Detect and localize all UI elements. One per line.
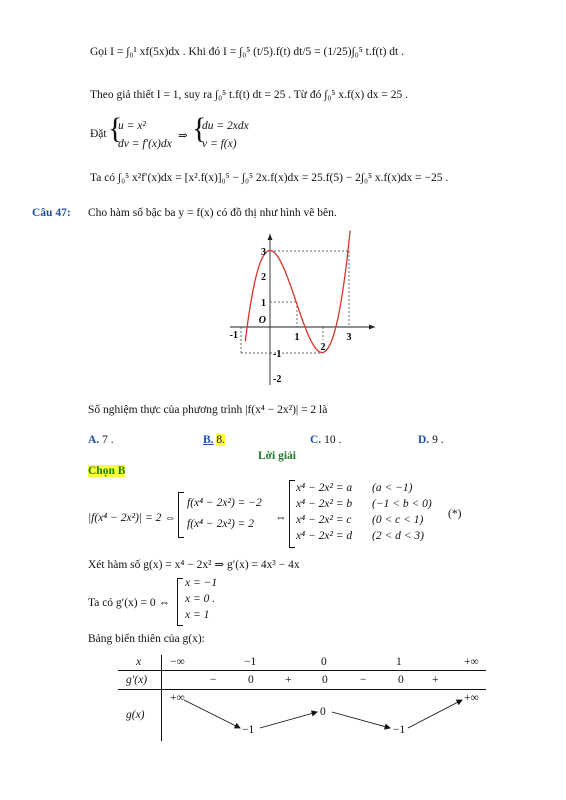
bracket-right xyxy=(289,480,295,548)
sub-u: u = x² xyxy=(118,120,146,132)
option-b-value: 8. xyxy=(216,434,226,446)
x-neg-inf: −∞ xyxy=(170,656,185,668)
table-row-x: x xyxy=(136,656,142,668)
y-tick-1: 1 xyxy=(261,298,266,309)
arrow-down-2 xyxy=(332,712,390,728)
case-b-cond: (−1 < b < 0) xyxy=(372,498,432,510)
arrow-up-2 xyxy=(408,700,462,728)
option-a[interactable] xyxy=(88,434,114,446)
sign-4: 0 xyxy=(322,674,328,686)
root-0: x = 0 . xyxy=(185,593,216,605)
option-a-letter: A. xyxy=(88,434,100,446)
substitution-label: Đặt xyxy=(90,128,107,140)
y-tick-3: 3 xyxy=(261,247,266,258)
x-axis-arrow-icon xyxy=(369,325,375,330)
table-row-g: g(x) xyxy=(126,709,145,721)
arrow-down-1 xyxy=(184,700,240,728)
g-bottom-left: −1 xyxy=(242,724,255,736)
option-b-letter: B. xyxy=(203,434,214,446)
g-top-mid: 0 xyxy=(320,706,326,718)
question-label: Câu 47: xyxy=(32,207,71,219)
solution-title: Lời giải xyxy=(258,450,296,462)
x-one: 1 xyxy=(396,656,402,668)
x-tick-neg1: -1 xyxy=(229,330,238,341)
origin-label: O xyxy=(258,315,266,326)
case-b-eq: x⁴ − 2x² = b xyxy=(296,498,353,510)
option-c[interactable] xyxy=(310,434,341,446)
implies-arrow: ⇒ xyxy=(178,130,188,142)
x-tick-3: 3 xyxy=(346,332,352,343)
case-d-cond: (2 < d < 3) xyxy=(372,530,424,542)
option-d-value: 9 . xyxy=(432,434,444,446)
consider-function: Xét hàm số g(x) = x⁴ − 2x² ⇒ g′(x) = 4x³ − 4x xyxy=(88,559,300,571)
equivalence-arrow: ⇔ xyxy=(275,512,287,524)
option-b[interactable] xyxy=(203,434,225,446)
sign-7: + xyxy=(432,674,439,686)
arrow-up-1 xyxy=(260,712,317,728)
sub-dv: dv = f′(x)dx xyxy=(118,138,172,150)
sub-v: v = f(x) xyxy=(202,138,237,150)
option-d[interactable] xyxy=(418,434,444,446)
option-a-value: 7 . xyxy=(102,434,114,446)
option-c-letter: C. xyxy=(310,434,322,446)
x-tick-2: 2 xyxy=(320,342,326,353)
g-bottom-right: −1 xyxy=(393,724,406,736)
x-neg1: −1 xyxy=(244,656,257,668)
x-zero: 0 xyxy=(321,656,327,668)
sign-1: − xyxy=(210,674,217,686)
star-marker: (*) xyxy=(448,508,462,520)
sign-2: 0 xyxy=(248,674,254,686)
x-pos-inf: +∞ xyxy=(464,656,479,668)
x-tick-1: 1 xyxy=(294,332,300,343)
y-tick-neg2: -2 xyxy=(273,374,282,385)
case-c-eq: x⁴ − 2x² = c xyxy=(296,514,352,526)
answer-choice: Chọn B xyxy=(88,465,126,477)
sign-3: + xyxy=(285,674,292,686)
derivation-line-1: Gọi I = ∫₀¹ xf(5x)dx . Khi đó I = ∫₀⁵ (t/5).f(t) dt/5 = (1/25)∫₀⁵ t.f(t) dt . xyxy=(90,46,404,58)
g-top-left: +∞ xyxy=(170,692,185,704)
sign-6: 0 xyxy=(398,674,404,686)
bracket-left xyxy=(178,492,184,538)
question-prompt: Số nghiệm thực của phương trình |f(x⁴ − 2x²)| = 2 là xyxy=(88,404,328,416)
case-a-cond: (a < −1) xyxy=(372,482,413,494)
y-tick-neg1: -1 xyxy=(273,349,282,360)
y-tick-2: 2 xyxy=(261,272,266,283)
root-1: x = 1 xyxy=(185,609,210,621)
question-text: Cho hàm số bậc ba y = f(x) có đồ thị như hình vẽ bên. xyxy=(88,207,337,219)
equation-case-pos2: f(x⁴ − 2x²) = 2 xyxy=(187,518,255,530)
equation-lhs: |f(x⁴ − 2x²)| = 2 ⇔ xyxy=(88,512,176,524)
root-neg1: x = −1 xyxy=(185,577,218,589)
brace-left: { xyxy=(108,112,123,145)
variation-table-title: Bảng biến thiên của g(x): xyxy=(88,633,205,645)
y-axis-arrow-icon xyxy=(268,234,273,240)
case-d-eq: x⁴ − 2x² = d xyxy=(296,530,353,542)
table-row-gprime: g′(x) xyxy=(126,674,148,686)
equation-case-neg2: f(x⁴ − 2x²) = −2 xyxy=(187,497,262,509)
variation-arrows xyxy=(160,690,490,742)
option-d-letter: D. xyxy=(418,434,430,446)
option-c-value: 10 . xyxy=(324,434,342,446)
brace-right: { xyxy=(192,112,207,145)
roots-bracket xyxy=(177,578,183,626)
sign-5: − xyxy=(360,674,367,686)
g-top-right: +∞ xyxy=(464,692,479,704)
case-a-eq: x⁴ − 2x² = a xyxy=(296,482,353,494)
derivation-line-2: Theo giả thiết I = 1, suy ra ∫₀⁵ t.f(t) dt = 25 . Từ đó ∫₀⁵ x.f(x) dx = 25 . xyxy=(90,89,409,101)
cubic-function-graph xyxy=(225,230,385,390)
derivative-zero: Ta có g′(x) = 0 ⇔ xyxy=(88,597,170,609)
case-c-cond: (0 < c < 1) xyxy=(372,514,424,526)
sub-du: du = 2xdx xyxy=(202,120,249,132)
derivation-line-4: Ta có ∫₀⁵ x²f′(x)dx = [x².f(x)]₀⁵ − ∫₀⁵ 2x.f(x)dx = 25.f(5) − 2∫₀⁵ x.f(x)dx = −25 . xyxy=(90,172,449,184)
